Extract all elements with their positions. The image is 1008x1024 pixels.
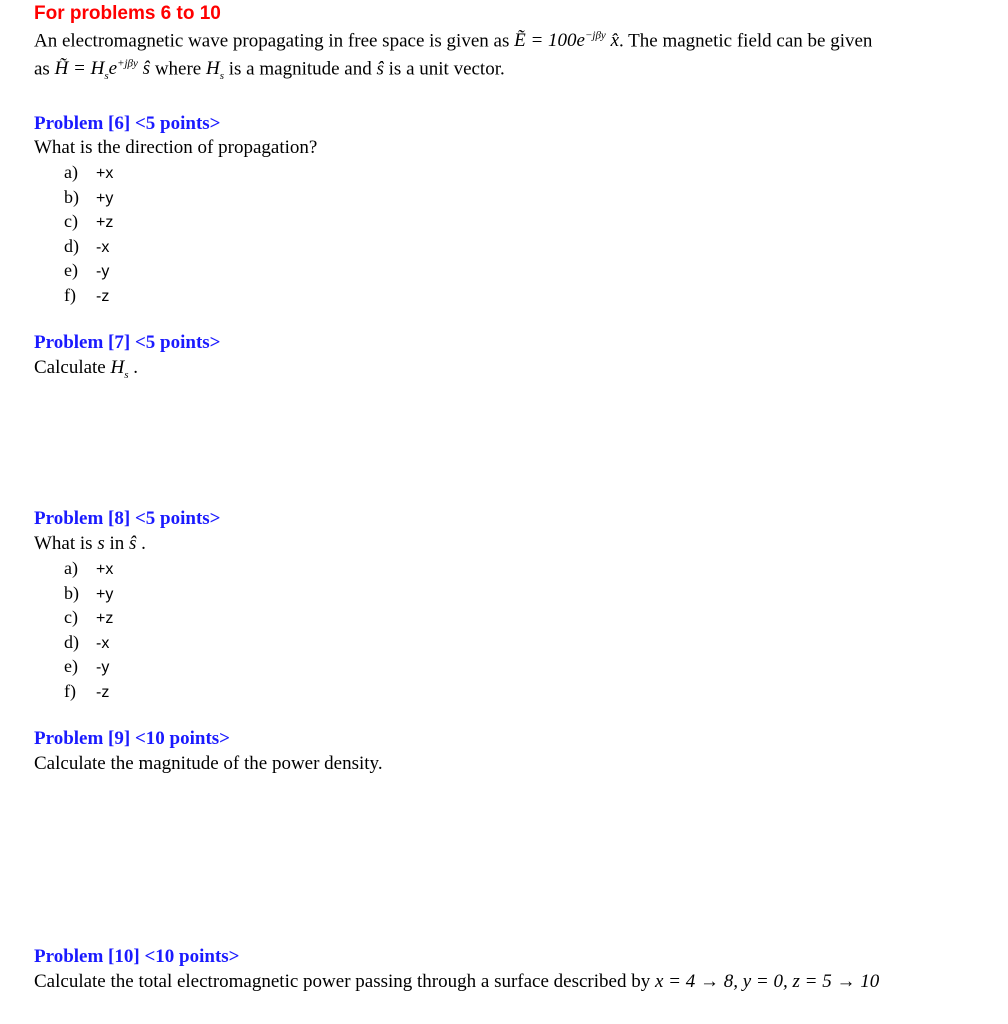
h-exp-base: e [108,58,118,80]
problem-9-title: Problem [9] <10 points> [34,728,230,749]
option-value: -x [96,238,110,256]
problem-8-question [34,533,146,555]
option-value: +x [96,165,114,182]
option-value: -z [96,683,110,701]
option [64,187,113,212]
option-value: -x [96,634,110,652]
surface-expression: x = 4 → 8, y = 0, z = 5 → 10 [654,971,880,992]
intro-line-2 [34,58,505,82]
intro-text: as [34,58,55,80]
e-exponent: −jβy [584,30,606,42]
option-label: e) [64,260,78,280]
option [64,656,113,681]
option-value: +y [96,585,114,603]
question-text: . [136,533,146,554]
question-text: . [128,357,139,378]
hs: H [110,357,125,378]
problem-6-question: What is the direction of propagation? [34,137,318,158]
option [64,211,113,236]
option-value: -y [96,659,110,676]
question-text: Calculate the total electromagnetic power passing through a surface described by [34,971,655,992]
option-value: -z [96,287,110,305]
option-label: b) [64,186,79,207]
option [64,632,113,657]
s-hat-symbol: ŝ [129,533,137,554]
section-title: For problems 6 to 10 [34,3,221,24]
problem-10-question [34,971,879,993]
option [64,260,113,285]
option-label: d) [64,631,79,652]
option-value: +y [96,189,114,207]
option [64,285,113,310]
hs-subscript: s [124,368,129,381]
hs-symbol [110,357,129,381]
option [64,583,113,608]
hs-symbol [205,58,224,83]
option-value: -y [96,263,110,280]
e-field: Ẽ = 100e [514,30,585,52]
s-hat-symbol: ŝ [376,58,384,80]
intro-text: is a magnitude and [224,58,377,80]
intro-text: is a unit vector. [383,58,505,80]
intro-text: An electromagnetic wave propagating in free space is given as [34,30,515,52]
h-field: H̃ = H [54,58,105,80]
problem-7-title: Problem [7] <5 points> [34,332,221,353]
option [64,558,113,583]
h-exponent: +jβy [117,58,138,70]
h-field-expression [54,58,151,83]
question-text: Calculate [34,357,111,378]
option-label: a) [64,558,78,578]
question-text: What is [34,533,98,554]
option-label: a) [64,162,78,182]
option-label: b) [64,582,79,603]
option-label: e) [64,656,78,676]
option-label: f) [64,680,76,701]
problem-6-title: Problem [6] <5 points> [34,113,221,134]
intro-text: . The magnetic field can be given [619,30,873,52]
option [64,236,113,261]
option-label: c) [64,607,78,627]
e-field-expression [514,30,619,51]
problem-8-title: Problem [8] <5 points> [34,508,221,529]
h-unit-vector: ŝ [137,58,151,80]
option-value: +z [96,610,114,627]
problem-6-options [64,162,113,309]
intro-line-1 [34,30,872,52]
option-value: +x [96,561,114,578]
option-value: +z [96,214,114,231]
h-subscript: s [104,70,109,83]
question-text: in [104,533,130,554]
option-label: c) [64,211,78,231]
option [64,162,113,187]
problem-9-question: Calculate the magnitude of the power density. [34,753,383,774]
problem-8-options [64,558,113,705]
hs: H [205,58,220,80]
s-symbol: s [97,533,105,554]
option [64,681,113,706]
option [64,607,113,632]
option-label: f) [64,284,76,305]
problem-7-question [34,357,138,381]
e-unit-vector: x̂ [605,30,619,52]
option-label: d) [64,235,79,256]
problem-10-title: Problem [10] <10 points> [34,946,240,967]
hs-subscript: s [219,70,224,83]
intro-text: where [150,58,206,80]
